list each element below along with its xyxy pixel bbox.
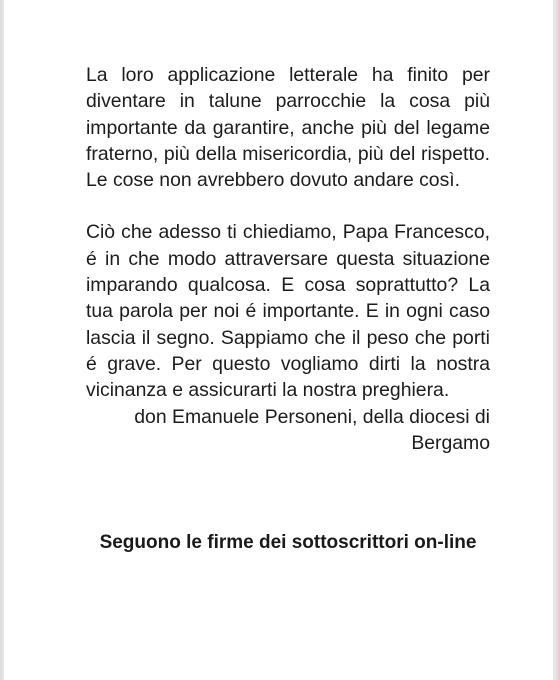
letter-body — [86, 62, 490, 456]
paragraph-1: La loro applicazione letterale ha finito per diventare in talune parrocchie la cosa più importante da garantire, anche più del legame fraterno, più della misericordia, più del rispetto. Le cose non avrebbero dovuto andare così. — [86, 64, 490, 192]
signature: don Emanuele Personeni, della diocesi di Bergamo — [134, 405, 490, 454]
right-page-edge — [553, 0, 559, 680]
signatories-heading: Seguono le firme dei sottoscrittori on-line — [99, 532, 477, 553]
paragraph-2: Ciò che adesso ti chiediamo, Papa Francesco, é in che modo attraversare questa situazione imparando qualcosa. E cosa soprattutto? La tua parola per noi é importante. E in ogni caso lascia il segno. Sappiamo che il peso che porti é grave. Per questo vogliamo dirti la nostra vicinanza e assicurarti la nostra preghiera. — [86, 221, 490, 402]
